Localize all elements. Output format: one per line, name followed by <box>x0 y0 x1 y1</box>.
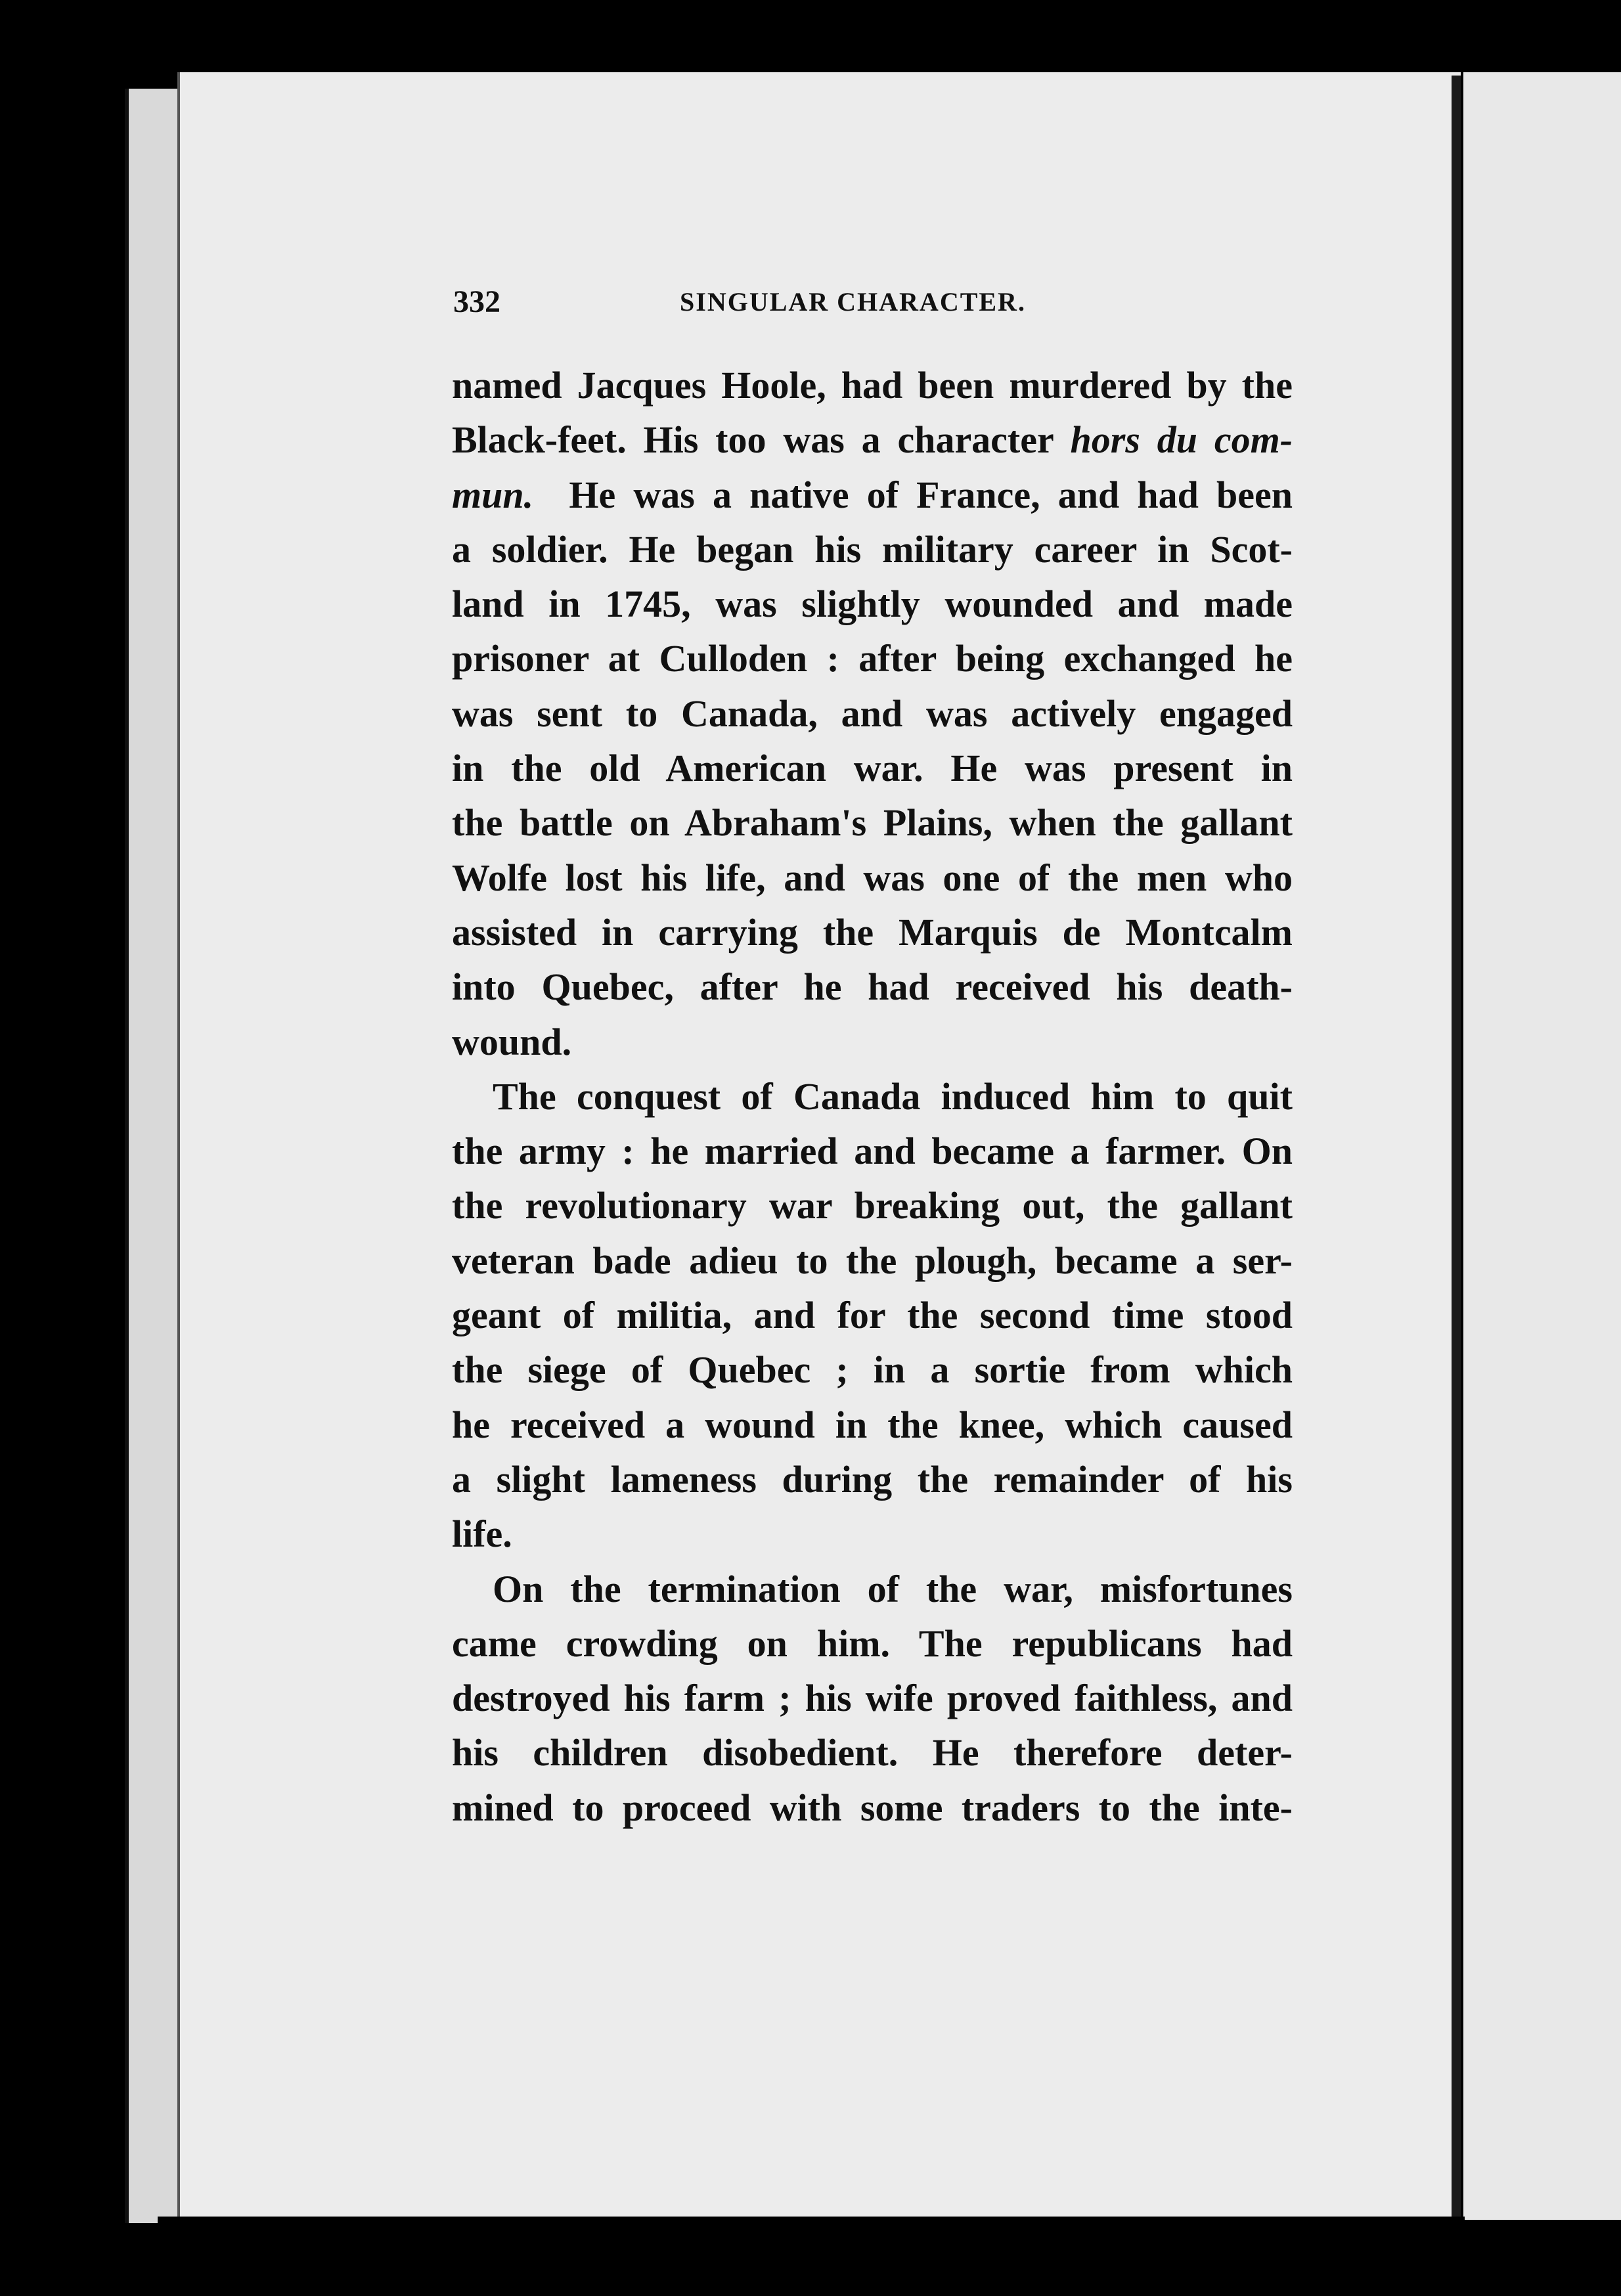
text-line: On the termination of the war, misfortunes <box>493 1567 1293 1610</box>
text-line: a soldier. He began his military career in Scot- <box>452 527 1293 571</box>
text-line: the revolutionary war breaking out, the gallant <box>452 1184 1293 1227</box>
italic-phrase: hors du com- <box>1070 418 1293 462</box>
body-text <box>452 358 1293 1835</box>
text-line <box>452 412 1293 467</box>
text-line: named Jacques Hoole, had been murdered by the <box>452 364 1293 407</box>
text-line: wound. <box>452 1020 572 1063</box>
text-line: life. <box>452 1512 512 1556</box>
running-head: SINGULAR CHARACTER. <box>680 287 1026 317</box>
text-line: mined to proceed with some traders to the inte- <box>452 1786 1293 1829</box>
text-span: He was a native of France, and had been <box>569 473 1293 516</box>
page-header <box>453 276 1291 328</box>
text-line: prisoner at Culloden : after being exchanged he <box>452 637 1293 680</box>
text-line: assisted in carrying the Marquis de Montcalm <box>452 910 1293 954</box>
text-line: land in 1745, was slightly wounded and made <box>452 583 1293 626</box>
italic-phrase: mun. <box>452 473 534 516</box>
page-number: 332 <box>453 284 500 319</box>
text-line: the siege of Quebec ; in a sortie from which <box>452 1348 1293 1392</box>
page-gutter <box>1452 76 1461 2236</box>
text-line: the army : he married and became a farmer. On <box>452 1130 1293 1173</box>
text-line: geant of militia, and for the second time stood <box>452 1294 1293 1337</box>
text-line <box>452 468 1293 522</box>
text-span: Black-feet. His too was a character <box>452 418 1071 462</box>
facing-page-edge <box>1463 72 1621 2220</box>
text-line: was sent to Canada, and was actively engaged <box>452 692 1293 735</box>
text-line: into Quebec, after he had received his death- <box>452 965 1293 1009</box>
text-line: he received a wound in the knee, which caused <box>452 1403 1293 1446</box>
text-line: came crowding on him. The republicans had <box>452 1622 1293 1665</box>
text-line: Wolfe lost his life, and was one of the men who <box>452 856 1293 899</box>
scan-border <box>158 2217 1465 2296</box>
text-line: The conquest of Canada induced him to quit <box>493 1074 1293 1118</box>
text-line: a slight lameness during the remainder of his <box>452 1457 1293 1501</box>
text-line: destroyed his farm ; his wife proved faithless, and <box>452 1677 1293 1720</box>
text-line: the battle on Abraham's Plains, when the gallant <box>452 801 1293 845</box>
text-line: veteran bade adieu to the plough, became a ser- <box>452 1239 1293 1282</box>
text-line: in the old American war. He was present in <box>452 747 1293 790</box>
text-line: his children disobedient. He therefore deter- <box>452 1731 1293 1775</box>
